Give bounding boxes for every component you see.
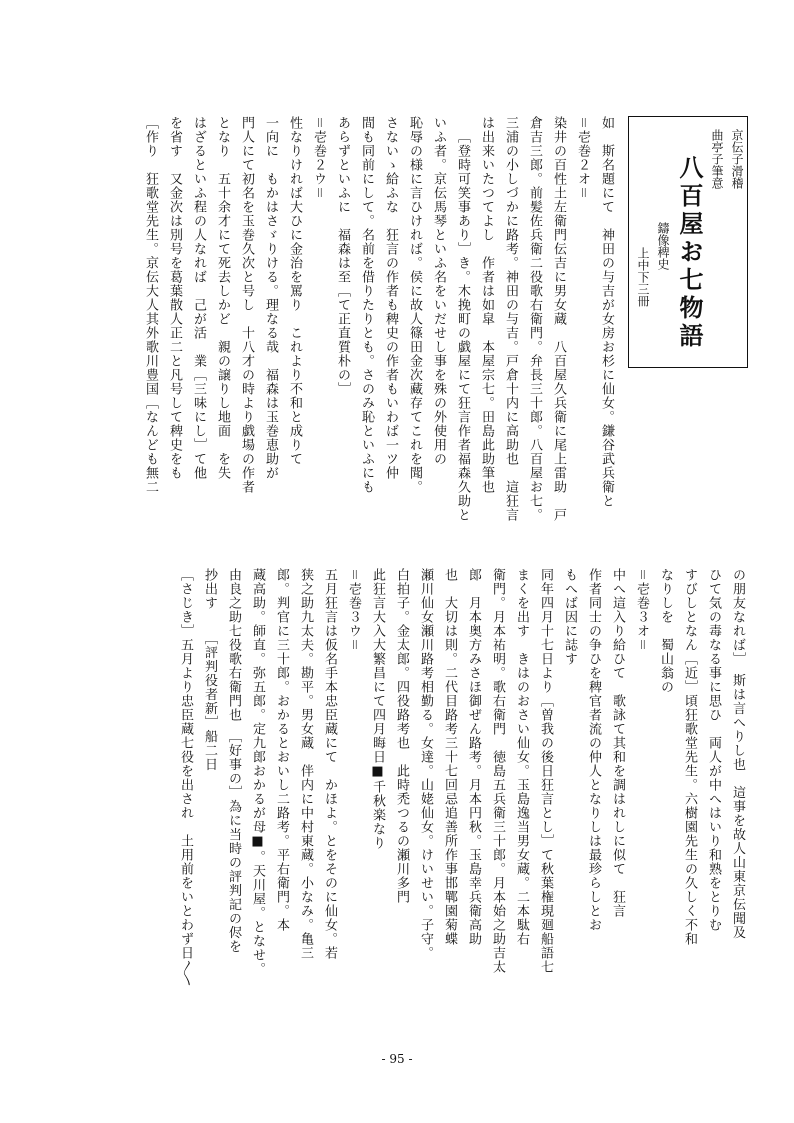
book-title: 八百屋お七物語 (675, 155, 704, 351)
text-column: 性なりければ大ひに金治を罵り これより不和と成りて (287, 116, 302, 466)
text-column: もへば因に誌す (562, 568, 577, 666)
text-column: あらずといふに 福森は至［て正直質朴の］ (335, 116, 350, 396)
text-column: 抄出す ［評判役者新］船二日 (202, 568, 217, 772)
upper-text-block (38, 116, 758, 531)
text-column: すびしとなん［近］頃狂歌堂先生。六樹園先生の久しく不和 (682, 568, 697, 946)
text-column: 衛門。月本祐明。歌右衛門 徳島五兵衛三十郎。月本始之助吉太 (490, 568, 505, 974)
text-column: 作者同士の争ひを稗官者流の仲人となりしは最珍らしとお (586, 568, 601, 932)
title-box-author: 鑄像稗史 (656, 222, 670, 270)
text-column: となり 五十余才にて死去しかど 親の譲りし地面 を失 (215, 116, 230, 480)
text-column: 中へ這入り給ひて 歌詠て其和を調はれしに似て 狂言 (610, 568, 625, 918)
text-column: ［登時可笑事あり］き。木挽町の戯屋にて狂言作者福森久助と (455, 130, 470, 522)
lower-text-block (108, 568, 749, 993)
text-column: 狭之助九太夫。勘平。男女蔵 伴内に中村東蔵。小なみ。亀三 (298, 568, 313, 960)
text-column: なりしを 蜀山翁の (658, 568, 673, 694)
text-column: は出来いたつてよし 作者は如皐 本屋宗七。田島此助筆也 (479, 116, 494, 494)
text-column: さないゝ給ふな 狂言の作者も稗史の作者もいわば一ツ仲 (383, 116, 398, 480)
text-column: いふ者。京伝馬琴といふ名をいだせし事を殊の外使用の (431, 116, 446, 466)
text-column: はざるといふ程の人なれば 己が活 業［三味にし］て他 (191, 116, 206, 480)
text-column: 此狂言大入大繁昌にて四月晦日■千秋楽なり (370, 568, 385, 850)
text-column: 由良之助七役歌右衛門也 ［好事の］為に当時の評判記の侭を (226, 568, 241, 954)
text-column: 恥辱の様に言ひければ。侯に故人篠田金次藏存てこれを聞。 (407, 116, 422, 494)
text-column: 白拍子。金太郎。四役路考也 此時禿つるの瀬川多門 (394, 568, 409, 904)
text-column: まくを出す きはのおさい仙女。玉島逸当男女蔵。二本駄右 (514, 568, 529, 946)
text-column: ［さじき］五月より忠臣蔵七役を出され 土用前をいとわず日〳〵 (178, 568, 193, 987)
section-marker: ＝壱巻２オ＝ (575, 116, 590, 201)
text-column: を省す 又金次は別号を葛葉散人正二と凡号して稗史をも (167, 116, 182, 480)
title-box-genre-1: 京伝子滑稽 (730, 129, 744, 189)
text-column: 間も同前にして。名前を借りたりとも。さのみ恥といふにも (359, 116, 374, 494)
text-column: 倉吉三郎。前髪佐兵衛二役歌右衛門。弁長三十郎。八百屋お七。 (527, 116, 542, 522)
text-column: ひて気の毒なる事に思ひ 両人が中へはいり和熟をとりむ (706, 568, 721, 932)
title-box-genre-2: 曲亭子筆意 (710, 129, 724, 189)
text-column: 五月狂言は仮名手本忠臣蔵にて かほよ。とをそのに仙女。若 (322, 568, 337, 960)
text-column: 三浦の小しづかに路考。神田の与吉。戸倉十内に高助也 這狂言 (503, 116, 518, 522)
text-column: 郎。判官に三十郎。おかるとおいし二路考。平右衛門。本 (274, 568, 289, 932)
section-marker: ＝壱巻３ウ＝ (346, 568, 361, 653)
text-column: 門人にて初名を玉巻久次と号し 十八才の時より戯場の作者 (239, 116, 254, 494)
text-column: 一向に もかはさゞりける。理なる哉 福森は玉巻恵助が (263, 116, 278, 480)
text-column: ［作り 狂歌堂先生。京伝大人其外歌川豊国［なんども無二 (143, 116, 158, 494)
text-column: の朋友なれば］ 斯は言へりし也 這事を故人山東京伝聞及 (730, 568, 745, 940)
text-column: 如 斯名題にて 神田の与吉が女房お杉に仙女。鎌谷武兵衛と (599, 116, 614, 508)
text-column: 同年四月十七日より［曽我の後日狂言とし］て秋葉権現廻船語七 (538, 568, 553, 974)
text-column: 也 大切は則。二代目路考三十七回忌追善所作事邯鄲園菊蝶 (442, 568, 457, 946)
text-column: 蔵高助。師直。弥五郎。定九郎おかるが母■。天川屋。となせ。 (250, 568, 265, 976)
section-marker: ＝壱巻３オ＝ (634, 568, 649, 653)
section-marker: ＝壱巻２ウ＝ (311, 116, 326, 201)
text-column: 郎 月本奥方みさほ御ぜん路考。月本円秋。玉島幸兵衛高助 (466, 568, 481, 946)
page-number: - 95 - (381, 1052, 413, 1066)
title-box (628, 116, 748, 368)
text-column: 瀬川仙女瀬川路考相勤る。女達。山姥仙女。けいせい。子守。 (418, 568, 433, 960)
text-column: 染井の百性土左衛門伝吉に男女蔵 八百屋久兵衛に尾上雷助 戸 (551, 116, 566, 522)
title-box-volumes: 上中下三冊 (636, 247, 650, 307)
